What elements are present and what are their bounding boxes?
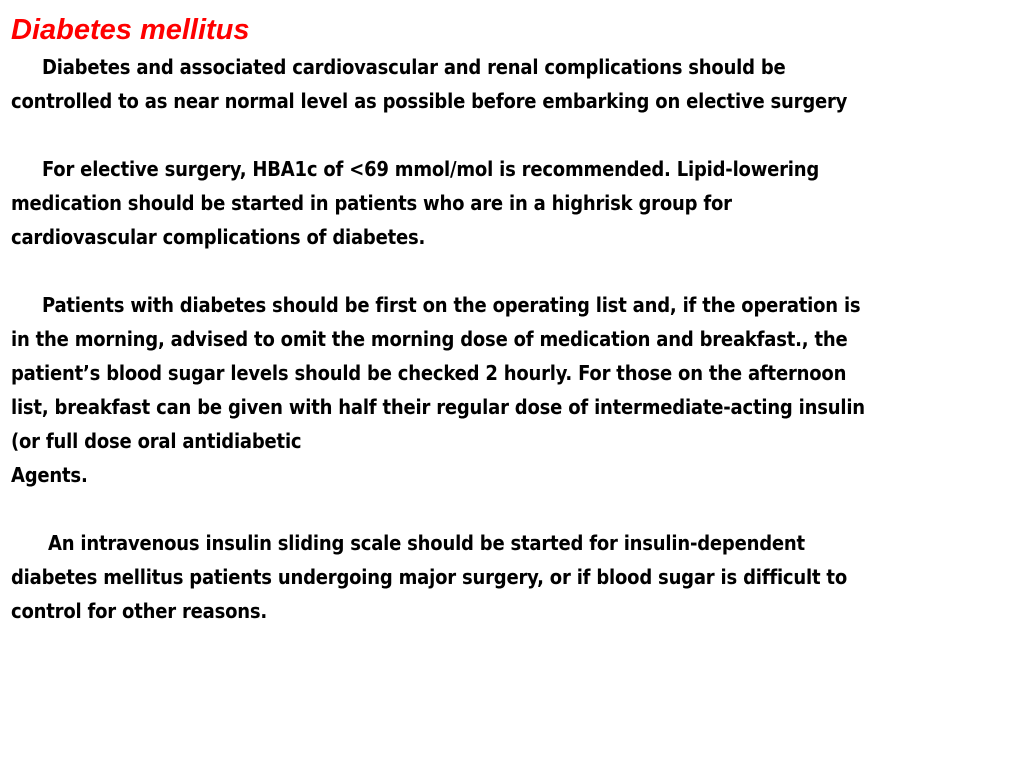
paragraph-line: (or full dose oral antidiabetic bbox=[11, 429, 302, 453]
paragraph-line: in the morning, advised to omit the morning dose of medication and breakfast., the bbox=[11, 327, 848, 351]
slide-body bbox=[11, 50, 1010, 628]
paragraph-line: diabetes mellitus patients undergoing major surgery, or if blood sugar is difficult to bbox=[11, 565, 847, 589]
paragraph-hba1c bbox=[11, 152, 1010, 254]
paragraph-line: medication should be started in patients who are in a highrisk group for bbox=[11, 191, 732, 215]
paragraph-line: Agents. bbox=[11, 463, 88, 487]
paragraph-line: Patients with diabetes should be first on the operating list and, if the operation is bbox=[42, 293, 861, 317]
paragraph-line: cardiovascular complications of diabetes. bbox=[11, 225, 426, 249]
paragraph-insulin-scale bbox=[11, 526, 1010, 628]
slide-title: Diabetes mellitus bbox=[11, 14, 250, 46]
paragraph-line: patient’s blood sugar levels should be checked 2 hourly. For those on the afternoon bbox=[11, 361, 847, 385]
paragraph-line: control for other reasons. bbox=[11, 599, 268, 623]
paragraph-gap bbox=[11, 492, 1010, 526]
paragraph-line: controlled to as near normal level as possible before embarking on elective surgery bbox=[11, 89, 848, 113]
paragraph-gap bbox=[11, 118, 1010, 152]
paragraph-operating-list bbox=[11, 288, 1010, 492]
paragraph-gap bbox=[11, 254, 1010, 288]
paragraph-line: Diabetes and associated cardiovascular and renal complications should be bbox=[42, 55, 786, 79]
paragraph-line: list, breakfast can be given with half their regular dose of intermediate-acting insulin bbox=[11, 395, 865, 419]
paragraph-line: An intravenous insulin sliding scale should be started for insulin-dependent bbox=[48, 531, 805, 555]
paragraph-preop-control bbox=[11, 50, 1010, 118]
paragraph-line: For elective surgery, HBA1c of <69 mmol/mol is recommended. Lipid-lowering bbox=[42, 157, 820, 181]
